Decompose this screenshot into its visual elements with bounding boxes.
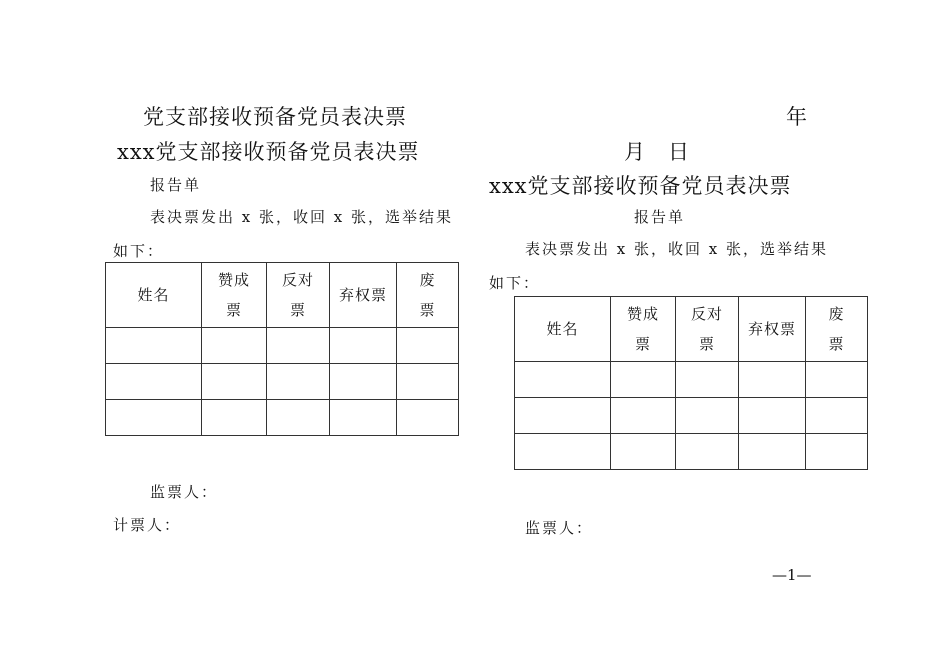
page-number: —1—	[772, 566, 812, 584]
col-invalid: 废 票	[806, 297, 868, 362]
left-report-label: 报告单	[150, 176, 202, 194]
table-row	[106, 400, 459, 436]
col-name: 姓名	[106, 263, 202, 328]
col-invalid: 废 票	[397, 263, 459, 328]
right-title-branch: xxx党支部接收预备党员表决票	[489, 174, 792, 198]
right-year: 年	[786, 105, 808, 129]
right-table-header	[515, 297, 868, 362]
col-approve: 赞成 票	[202, 263, 267, 328]
left-vote-table	[105, 262, 459, 436]
col-oppose: 反对 票	[267, 263, 330, 328]
left-summary: 表决票发出 x 张，收回 x 张，选举结果	[150, 208, 453, 226]
right-month-day: 月 日	[624, 140, 690, 164]
right-vote-table	[514, 296, 868, 470]
table-row	[515, 362, 868, 398]
col-abstain: 弃权票	[330, 263, 397, 328]
col-name: 姓名	[515, 297, 611, 362]
left-title: 党支部接收预备党员表决票	[143, 105, 407, 129]
table-row	[515, 398, 868, 434]
right-supervisor: 监票人：	[525, 519, 594, 537]
col-abstain: 弃权票	[739, 297, 806, 362]
table-row	[106, 328, 459, 364]
left-counter: 计票人：	[113, 516, 182, 534]
right-summary-cont: 如下：	[489, 274, 541, 292]
table-row	[106, 364, 459, 400]
left-summary-cont: 如下：	[113, 242, 165, 260]
col-oppose: 反对 票	[676, 297, 739, 362]
table-row	[515, 434, 868, 470]
col-approve: 赞成 票	[611, 297, 676, 362]
left-title-branch: xxx党支部接收预备党员表决票	[117, 140, 420, 164]
right-report-label: 报告单	[634, 208, 686, 226]
left-table-header	[106, 263, 459, 328]
left-supervisor: 监票人：	[150, 483, 219, 501]
right-summary: 表决票发出 x 张，收回 x 张，选举结果	[525, 240, 828, 258]
